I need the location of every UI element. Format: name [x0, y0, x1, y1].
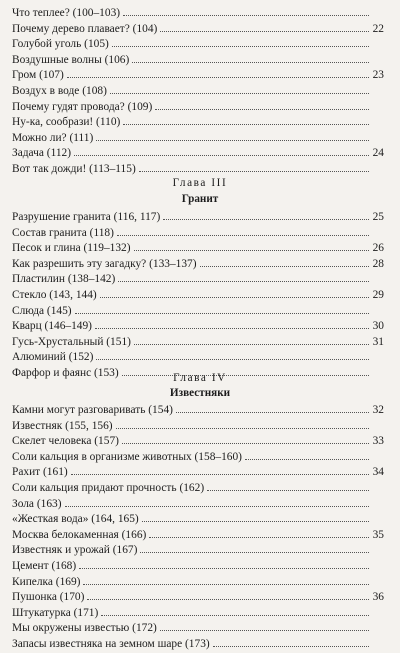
chapter-title: Известняки — [169, 387, 231, 399]
dot-leader — [200, 256, 369, 267]
dot-leader — [96, 349, 369, 360]
toc-entry — [12, 605, 384, 621]
dot-leader — [149, 527, 369, 538]
dot-leader — [110, 83, 369, 94]
dot-leader — [155, 99, 369, 110]
toc-entry — [12, 287, 384, 303]
toc-row — [0, 349, 400, 365]
dot-leader — [163, 209, 369, 220]
toc-entry — [12, 636, 384, 652]
dot-leader — [139, 161, 369, 172]
toc-entry-title: Пластилин (138–142) — [12, 273, 116, 286]
toc-row — [0, 402, 400, 418]
toc-entry — [12, 433, 384, 449]
dot-leader — [245, 449, 369, 460]
toc-entry — [12, 480, 384, 496]
toc-row — [0, 145, 400, 161]
toc-row — [0, 433, 400, 449]
toc-entry — [12, 21, 384, 37]
toc-entry — [12, 620, 384, 636]
chapter-heading: Глава III — [172, 177, 228, 189]
toc-entry-title: Состав гранита (118) — [12, 226, 114, 239]
toc-entry-title: Стекло (143, 144) — [12, 288, 97, 301]
toc-entry-title: Запасы известняка на земном шаре (173) — [12, 637, 210, 650]
dot-leader — [87, 589, 369, 600]
toc-row — [0, 99, 400, 115]
toc-row — [0, 620, 400, 636]
toc-row — [0, 240, 400, 256]
dot-leader — [67, 67, 369, 78]
toc-entry-title: Песок и глина (119–132) — [12, 242, 131, 255]
toc-row — [0, 464, 400, 480]
toc-entry-title: Известняк (155, 156) — [12, 419, 113, 432]
toc-entry — [12, 240, 384, 256]
toc-entry-page: 25 — [372, 211, 384, 223]
toc-entry — [12, 349, 384, 365]
dot-leader — [83, 574, 369, 585]
toc-entry — [12, 449, 384, 465]
dot-leader — [95, 318, 369, 329]
chapter-title: Гранит — [181, 193, 219, 205]
toc-entry-page: 32 — [372, 404, 384, 416]
toc-entry — [12, 574, 384, 590]
toc-entry-page: 29 — [372, 288, 384, 301]
toc-entry-title: Соли кальция придают прочность (162) — [12, 481, 205, 494]
toc-entry-title: Камни могут разговаривать (154) — [12, 404, 173, 416]
toc-row — [0, 511, 400, 527]
toc-row — [0, 21, 400, 37]
toc-entry-title: Как разрешить эту загадку? (133–137) — [12, 257, 197, 270]
toc-entry — [12, 83, 384, 99]
toc-row — [0, 480, 400, 496]
toc-entry-title: Пушонка (170) — [12, 591, 85, 604]
dot-leader — [160, 21, 369, 32]
dot-leader — [116, 418, 369, 429]
dot-leader — [101, 605, 369, 616]
toc-entry — [12, 130, 384, 146]
toc-chapter-4 — [0, 402, 400, 652]
toc-entry-title: Известняк и урожай (167) — [12, 544, 138, 557]
toc-entry-title: Кварц (146–149) — [12, 320, 92, 333]
toc-entry-title: Соли кальция в организме животных (158–160) — [12, 450, 242, 463]
toc-entry — [12, 558, 384, 574]
dot-leader — [123, 5, 369, 16]
toc-row — [0, 209, 400, 225]
toc-row — [0, 256, 400, 272]
toc-entry-title: Слюда (145) — [12, 304, 72, 317]
toc-entry-title: Почему гудят провода? (109) — [12, 100, 153, 113]
toc-chapter-3 — [0, 209, 400, 381]
toc-entry-title: Вот так дожди! (113–115) — [12, 162, 136, 175]
toc-entry — [12, 542, 384, 558]
toc-row — [0, 334, 400, 350]
toc-entry — [12, 464, 384, 480]
dot-leader — [207, 480, 369, 491]
toc-entry-title: Мы окружены известью (172) — [12, 622, 157, 635]
toc-row — [0, 36, 400, 52]
dot-leader — [123, 114, 369, 125]
toc-entry-title: Москва белокаменная (166) — [12, 528, 147, 541]
dot-leader — [122, 433, 369, 444]
dot-leader — [96, 130, 369, 141]
dot-leader — [79, 558, 369, 569]
toc-row — [0, 527, 400, 543]
toc-entry — [12, 99, 384, 115]
toc-entry-page: 26 — [372, 242, 384, 255]
toc-entry-title: Кипелка (169) — [12, 575, 81, 588]
toc-entry — [12, 36, 384, 52]
toc-entry-title: Можно ли? (111) — [12, 131, 94, 144]
toc-row — [0, 449, 400, 465]
toc-row — [0, 225, 400, 241]
toc-entry — [12, 334, 384, 350]
dot-leader — [112, 36, 369, 47]
toc-entry — [12, 303, 384, 319]
toc-row — [0, 67, 400, 83]
toc-entry — [12, 527, 384, 543]
toc-row — [0, 605, 400, 621]
toc-row — [0, 114, 400, 130]
toc-entry-title: Что теплее? (100–103) — [12, 7, 121, 19]
toc-entry-title: Рахит (161) — [12, 466, 68, 479]
toc-entry-title: Воздух в воде (108) — [12, 84, 107, 97]
toc-row — [0, 83, 400, 99]
toc-row — [0, 52, 400, 68]
toc-entry-title: Алюминий (152) — [12, 351, 94, 364]
toc-entry-title: Воздушные волны (106) — [12, 53, 130, 66]
toc-entry-title: «Жесткая вода» (164, 165) — [12, 513, 139, 526]
toc-entry — [12, 145, 384, 161]
chapter-heading: Глава IV — [173, 372, 227, 384]
dot-leader — [140, 542, 369, 553]
toc-entry-page: 24 — [372, 147, 384, 160]
toc-entry-page: 33 — [372, 435, 384, 448]
toc-row — [0, 542, 400, 558]
dot-leader — [134, 240, 369, 251]
toc-entry-page: 23 — [372, 69, 384, 82]
toc-entry — [12, 225, 384, 241]
toc-entry-title: Фарфор и фаянс (153) — [12, 366, 119, 379]
toc-row — [0, 161, 400, 177]
toc-row — [0, 636, 400, 652]
toc-entry-title: Гусь-Хрустальный (151) — [12, 335, 131, 348]
toc-section-continued — [0, 5, 400, 177]
toc-row — [0, 130, 400, 146]
toc-entry — [12, 271, 384, 287]
toc-row — [0, 589, 400, 605]
toc-row — [0, 418, 400, 434]
toc-entry — [12, 418, 384, 434]
toc-entry-page: 22 — [372, 22, 384, 35]
toc-entry — [12, 67, 384, 83]
toc-entry — [12, 496, 384, 512]
toc-row — [0, 5, 400, 21]
dot-leader — [160, 620, 369, 631]
toc-entry-title: Гром (107) — [12, 69, 64, 82]
toc-row — [0, 318, 400, 334]
toc-entry-page: 30 — [372, 320, 384, 333]
toc-entry — [12, 318, 384, 334]
toc-entry-page: 36 — [372, 591, 384, 604]
toc-entry-title: Зола (163) — [12, 497, 62, 510]
dot-leader — [176, 402, 369, 413]
toc-row — [0, 558, 400, 574]
toc-entry — [12, 161, 384, 177]
toc-entry — [12, 209, 384, 225]
dot-leader — [71, 464, 369, 475]
toc-entry-title: Почему дерево плавает? (104) — [12, 22, 158, 35]
dot-leader — [74, 145, 369, 156]
toc-entry-title: Голубой уголь (105) — [12, 38, 109, 51]
toc-entry — [12, 589, 384, 605]
toc-entry — [12, 52, 384, 68]
toc-row — [0, 271, 400, 287]
dot-leader — [100, 287, 369, 298]
toc-row — [0, 303, 400, 319]
dot-leader — [75, 303, 369, 314]
toc-row — [0, 496, 400, 512]
toc-entry-page: 34 — [372, 466, 384, 479]
dot-leader — [117, 225, 369, 236]
toc-entry — [12, 114, 384, 130]
toc-entry — [12, 511, 384, 527]
toc-entry-title: Разрушение гранита (116, 117) — [12, 211, 161, 223]
toc-entry — [12, 5, 384, 21]
toc-entry-title: Скелет человека (157) — [12, 435, 119, 448]
toc-entry-page: 28 — [372, 257, 384, 270]
dot-leader — [65, 496, 369, 507]
dot-leader — [132, 52, 369, 63]
toc-entry-title: Ну-ка, сообрази! (110) — [12, 116, 121, 129]
dot-leader — [142, 511, 369, 522]
toc-entry-title: Штукатурка (171) — [12, 606, 99, 619]
toc-entry-title: Цемент (168) — [12, 559, 77, 572]
dot-leader — [134, 334, 369, 345]
toc-entry — [12, 256, 384, 272]
dot-leader — [118, 271, 369, 282]
toc-entry-page: 35 — [372, 528, 384, 541]
toc-row — [0, 574, 400, 590]
toc-entry-title: Задача (112) — [12, 147, 72, 160]
toc-entry — [12, 402, 384, 418]
toc-entry-page: 31 — [372, 335, 384, 348]
toc-row — [0, 287, 400, 303]
dot-leader — [213, 636, 369, 647]
